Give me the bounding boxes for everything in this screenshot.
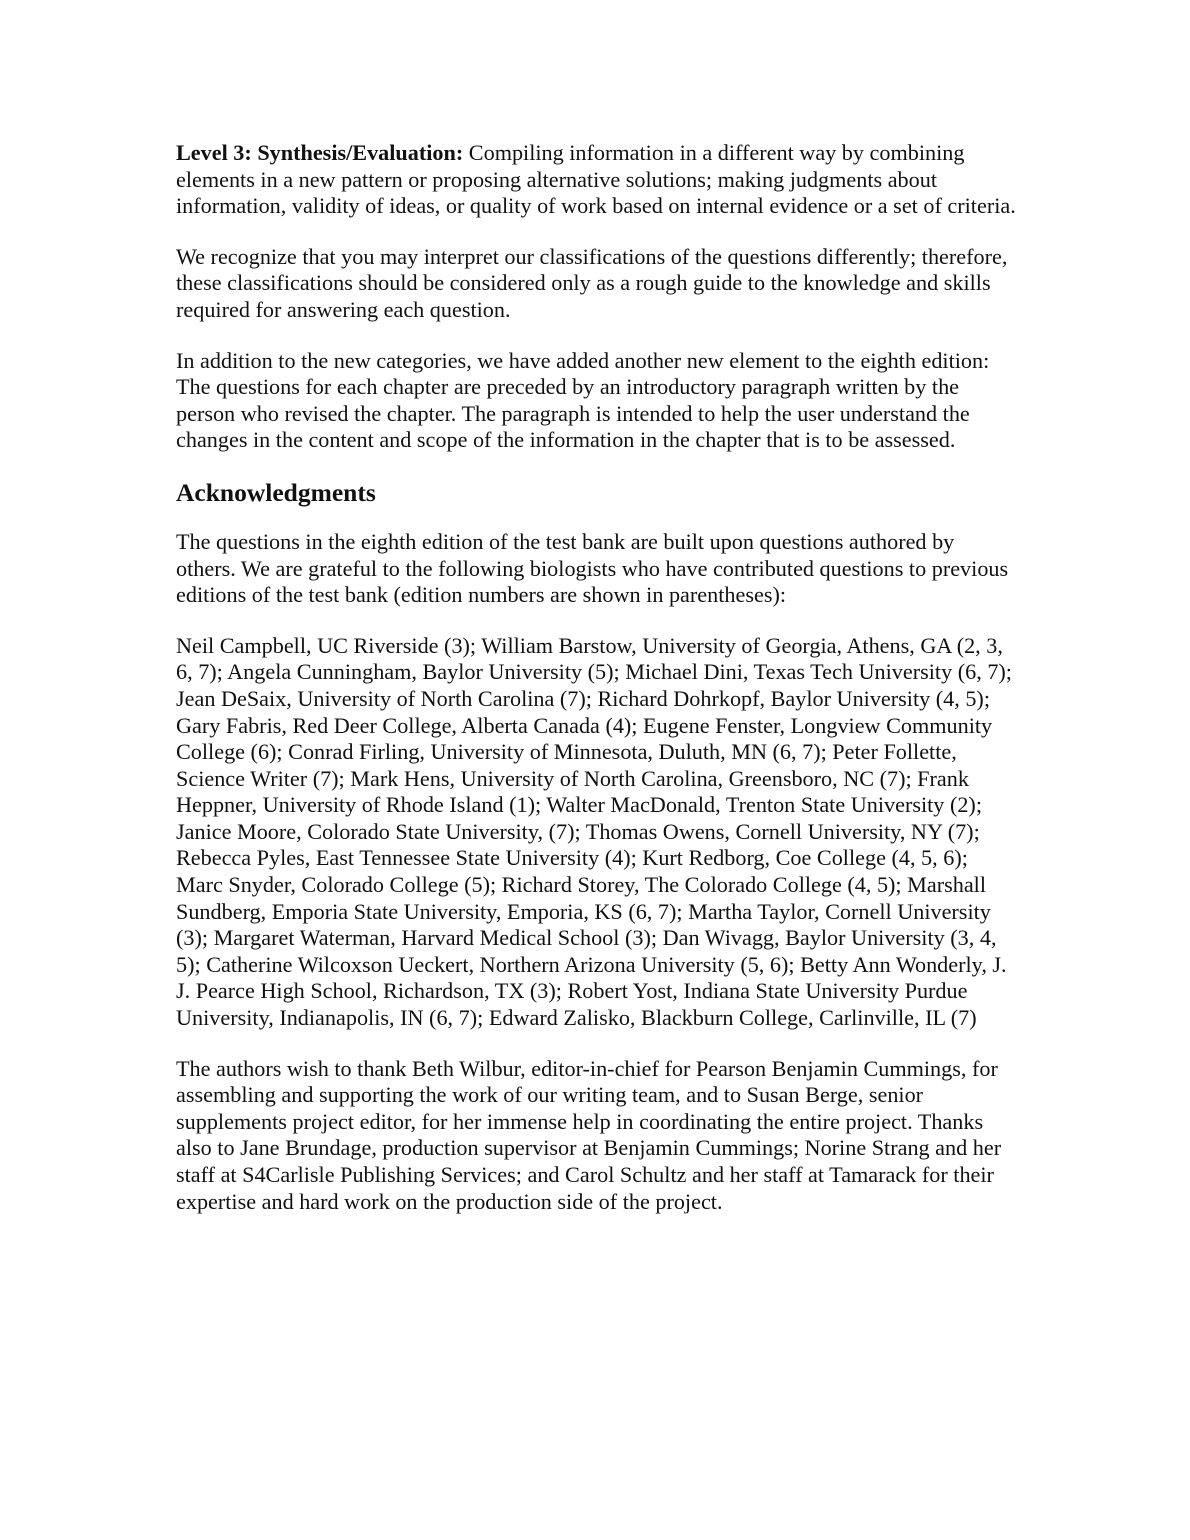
level3-label: Level 3: Synthesis/Evaluation: <box>176 140 464 165</box>
acknowledgments-intro: The questions in the eighth edition of the test bank are built upon questions authored by others. We are grateful to the following biologists who have contributed questions to previous editions of the test bank (edition numbers are shown in parentheses): <box>176 528 1009 608</box>
document-page <box>176 140 1018 1239</box>
level3-paragraph <box>176 140 1018 220</box>
level3-text: Compiling information in a different way by combining elements in a new pattern or proposing alternative solutions; making judgments about information, validity of ideas, or quality of work based on internal evidence or a set of criteria. <box>176 140 1016 219</box>
acknowledgments-heading: Acknowledgments <box>176 477 376 507</box>
contributors-list: Neil Campbell, UC Riverside (3); William Barstow, University of Georgia, Athens, GA (2, 3, 6, 7); Angela Cunningham, Baylor University (5); Michael Dini, Texas Tech University (6, 7); Jean DeSaix, University of North Carolina (7); Richard Dohrkopf, Baylor University (4, 5); Gary Fabris, Red Deer College, Alberta Canada (4); Eugene Fenster, Longview Community College (6); Conrad Firling, University of Minnesota, Duluth, MN (6, 7); Peter Follette, Science Writer (7); Mark Hens, University of North Carolina, Greensboro, NC (7); Frank Heppner, University of Rhode Island (1); Walter MacDonald, Trenton State University (2); Janice Moore, Colorado State University, (7); Thomas Owens, Cornell University, NY (7); Rebecca Pyles, East Tennessee State University (4); Kurt Redborg, Coe College (4, 5, 6); Marc Snyder, Colorado College (5); Richard Storey, The Colorado College (4, 5); Marshall Sundberg, Emporia State University, Emporia, KS (6, 7); Martha Taylor, Cornell University (3); Margaret Waterman, Harvard Medical School (3); Dan Wivagg, Baylor University (3, 4, 5); Catherine Wilcoxson Ueckert, Northern Arizona University (5, 6); Betty Ann Wonderly, J. J. Pearce High School, Richardson, TX (3); Robert Yost, Indiana State University Purdue University, Indianapolis, IN (6, 7); Edward Zalisko, Blackburn College, Carlinville, IL (7) <box>176 632 1012 1031</box>
classification-note-paragraph: We recognize that you may interpret our classifications of the questions differently; therefore, these classifications should be considered only as a rough guide to the knowledge and skills required for answering each question. <box>176 243 1008 322</box>
new-element-paragraph: In addition to the new categories, we have added another new element to the eighth edition: The questions for each chapter are preceded by an introductory paragraph written by the person who revised the chapter. The paragraph is intended to help the user understand the changes in the content and scope of the information in the chapter that is to be assessed. <box>176 347 990 453</box>
thanks-paragraph: The authors wish to thank Beth Wilbur, editor-in-chief for Pearson Benjamin Cummings, for assembling and supporting the work of our writing team, and to Susan Berge, senior supplements project editor, for her immense help in coordinating the entire project. Thanks also to Jane Brundage, production supervisor at Benjamin Cummings; Norine Strang and her staff at S4Carlisle Publishing Services; and Carol Schultz and her staff at Tamarack for their expertise and hard work on the production side of the project. <box>176 1055 1002 1214</box>
